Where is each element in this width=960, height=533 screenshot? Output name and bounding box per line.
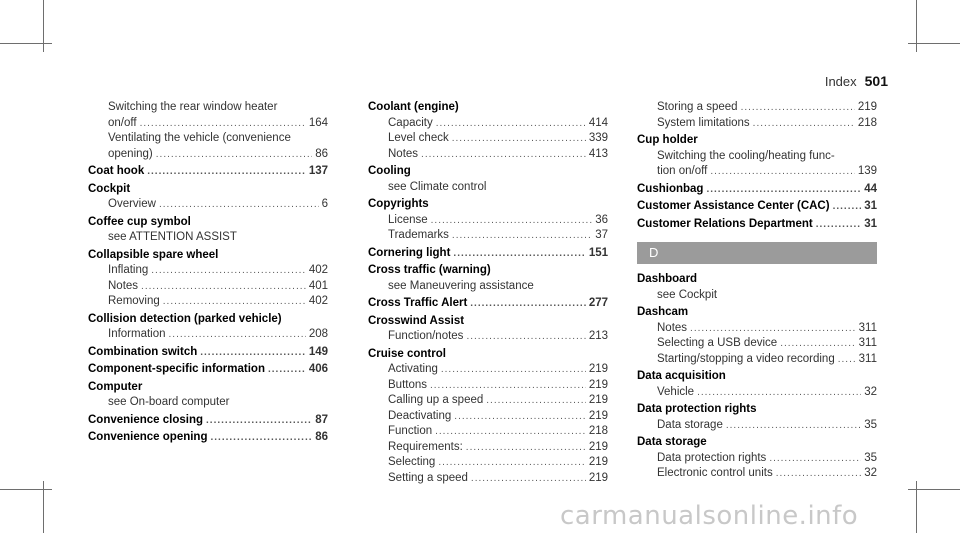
entry-subitem-text: Selecting xyxy=(388,456,436,468)
watermark: carmanualsonline.info xyxy=(560,501,859,531)
entry-subitem[interactable] xyxy=(368,131,608,147)
entry-subitem-text: Electronic control units xyxy=(657,467,773,479)
entry-subitem: see ATTENTION ASSIST xyxy=(108,231,237,243)
page-ref: 86 xyxy=(315,431,328,443)
entry-subitem[interactable] xyxy=(368,329,608,345)
index-entry xyxy=(637,369,877,400)
entry-heading[interactable] xyxy=(368,296,608,312)
leader-dots xyxy=(470,296,586,312)
index-entry xyxy=(368,164,608,195)
entry-subitem[interactable] xyxy=(637,336,877,352)
page-ref: 37 xyxy=(595,229,608,241)
leader-dots xyxy=(816,217,861,233)
index-entry xyxy=(637,305,877,367)
entry-subitem-text: Buttons xyxy=(388,378,427,391)
index-entry xyxy=(637,217,877,233)
leader-dots xyxy=(466,440,586,456)
leader-dots xyxy=(151,263,306,279)
page-ref: 413 xyxy=(588,147,608,160)
entry-heading: Cooling xyxy=(368,165,411,177)
entry-subitem-text: Level check xyxy=(388,132,449,144)
page-ref: 151 xyxy=(588,246,608,259)
entry-subitem-text: Data protection rights xyxy=(657,451,767,464)
page-ref: 401 xyxy=(308,279,328,292)
entry-subitem-text: Activating xyxy=(388,363,438,375)
entry-subitem[interactable] xyxy=(637,116,877,132)
page-ref: 219 xyxy=(588,471,608,484)
index-entry xyxy=(637,133,877,180)
index-entry xyxy=(88,380,328,411)
page-ref: 311 xyxy=(858,321,877,334)
page-header xyxy=(825,73,888,89)
index-entry xyxy=(88,430,328,446)
leader-dots xyxy=(159,197,319,213)
page-ref: 31 xyxy=(864,200,877,212)
entry-subitem-text: Deactivating xyxy=(388,409,452,422)
entry-subitem-text: License xyxy=(388,213,428,226)
leader-dots xyxy=(268,362,306,378)
page-ref: 164 xyxy=(308,116,328,129)
entry-subitem[interactable] xyxy=(637,100,877,116)
leader-dots xyxy=(741,100,855,116)
entry-heading: Cup holder xyxy=(637,134,698,146)
entry-subitem[interactable] xyxy=(368,440,608,456)
entry-heading: Computer xyxy=(88,380,143,393)
page-ref: 139 xyxy=(857,165,877,177)
leader-dots xyxy=(690,321,856,337)
entry-heading: Crosswind Assist xyxy=(368,314,465,327)
page-ref: 402 xyxy=(308,295,328,307)
entry-subitem[interactable] xyxy=(368,409,608,425)
entry-subitem[interactable] xyxy=(637,451,877,467)
section-title: Index xyxy=(824,74,857,89)
entry-subitem[interactable] xyxy=(368,393,608,409)
entry-subitem[interactable] xyxy=(88,294,328,310)
entry-heading: Data protection rights xyxy=(637,403,757,415)
leader-dots xyxy=(147,164,306,180)
leader-dots xyxy=(452,228,592,244)
leader-dots xyxy=(454,409,586,425)
index-entry xyxy=(88,362,328,378)
entry-subitem[interactable] xyxy=(368,228,608,244)
page-ref: 32 xyxy=(864,385,877,398)
entry-subitem[interactable] xyxy=(368,424,608,440)
page-ref: 32 xyxy=(864,467,877,479)
page-number: 501 xyxy=(864,73,888,89)
leader-dots xyxy=(706,182,861,198)
entry-subitem[interactable] xyxy=(368,471,608,487)
page-ref: 402 xyxy=(308,264,328,276)
entry-subitem: see Cockpit xyxy=(657,288,718,301)
entry-subitem-text: System limitations xyxy=(657,116,750,129)
page-ref: 406 xyxy=(308,363,328,375)
page-ref: 213 xyxy=(588,330,608,342)
entry-subitem[interactable] xyxy=(88,197,328,213)
leader-dots xyxy=(780,336,855,352)
entry-heading: Cross traffic (warning) xyxy=(368,264,491,276)
index-entry xyxy=(637,182,877,198)
entry-subitem-text: Selecting a USB device xyxy=(657,337,778,349)
leader-dots xyxy=(466,329,585,345)
page-ref: 31 xyxy=(864,217,877,230)
entry-subitem: Ventilating the vehicle (convenience xyxy=(108,132,291,144)
entry-heading-text: Customer Relations Department xyxy=(637,217,813,230)
index-column-3 xyxy=(637,100,877,484)
index-entry xyxy=(88,312,328,343)
leader-dots xyxy=(421,147,586,163)
leader-dots xyxy=(438,455,586,471)
entry-subitem-text: Function xyxy=(388,425,433,437)
leader-dots xyxy=(486,393,586,409)
leader-dots xyxy=(726,418,861,434)
leader-dots xyxy=(833,199,862,215)
entry-heading: Data acquisition xyxy=(637,370,726,382)
index-entry xyxy=(88,413,328,429)
entry-subitem[interactable] xyxy=(368,455,608,471)
leader-dots xyxy=(452,131,586,147)
entry-subitem[interactable] xyxy=(88,147,328,163)
entry-subitem-text: opening) xyxy=(108,147,153,160)
page-ref: 87 xyxy=(315,413,328,426)
page-ref: 414 xyxy=(588,116,608,129)
entry-heading: Collapsible spare wheel xyxy=(88,248,219,261)
entry-subitem-text: Notes xyxy=(388,147,419,160)
entry-subitem-text: Overview xyxy=(108,198,156,210)
page-ref: 44 xyxy=(864,182,877,195)
entry-heading: Collision detection (parked vehicle) xyxy=(88,312,282,325)
entry-subitem-text: Capacity xyxy=(388,116,433,129)
leader-dots xyxy=(169,327,306,343)
entry-heading: Coolant (engine) xyxy=(368,101,459,113)
page-ref: 219 xyxy=(588,440,608,453)
entry-subitem-text: Setting a speed xyxy=(388,471,468,484)
page-ref: 6 xyxy=(321,198,328,210)
entry-subitem-text: Calling up a speed xyxy=(388,394,484,406)
page-ref: 277 xyxy=(588,297,608,309)
entry-heading-text: Cross Traffic Alert xyxy=(368,297,468,309)
index-entry xyxy=(88,100,328,162)
index-entry xyxy=(368,263,608,294)
index-entry xyxy=(88,182,328,213)
entry-subitem-text: Function/notes xyxy=(388,330,464,342)
index-entry xyxy=(637,272,877,303)
index-column-1 xyxy=(88,100,328,448)
index-entry xyxy=(88,248,328,310)
leader-dots xyxy=(776,466,862,482)
crop-mark xyxy=(0,43,52,44)
crop-mark xyxy=(43,481,44,533)
entry-subitem[interactable] xyxy=(368,362,608,378)
entry-heading: Data storage xyxy=(637,436,707,448)
entry-subitem[interactable] xyxy=(88,279,328,295)
leader-dots xyxy=(441,362,586,378)
index-entry xyxy=(637,100,877,131)
page-ref: 219 xyxy=(588,394,608,406)
leader-dots xyxy=(436,116,586,132)
leader-dots xyxy=(697,385,861,401)
leader-dots xyxy=(769,451,861,467)
entry-heading-text: Customer Assistance Center (CAC) xyxy=(637,200,830,212)
index-entry xyxy=(368,347,608,487)
page-ref: 219 xyxy=(588,378,608,391)
page-ref: 218 xyxy=(857,116,877,129)
entry-subitem-text: Removing xyxy=(108,295,160,307)
entry-heading[interactable] xyxy=(88,430,328,446)
index-entry xyxy=(368,296,608,312)
entry-heading: Dashcam xyxy=(637,306,689,318)
entry-heading[interactable] xyxy=(368,246,608,262)
page-ref: 208 xyxy=(308,328,328,340)
entry-subitem-text: on/off xyxy=(108,116,137,129)
entry-subitem[interactable] xyxy=(368,378,608,394)
entry-subitem-text: Data storage xyxy=(657,418,723,431)
leader-dots xyxy=(163,294,306,310)
page-ref: 35 xyxy=(864,451,877,464)
page-ref: 137 xyxy=(308,165,328,177)
entry-heading-text: Component-specific information xyxy=(88,363,265,375)
crop-mark xyxy=(43,0,44,52)
entry-subitem-text: Vehicle xyxy=(657,385,695,398)
index-entry xyxy=(637,402,877,433)
leader-dots xyxy=(435,424,586,440)
page-ref: 36 xyxy=(595,213,608,226)
page-ref: 149 xyxy=(308,345,328,358)
entry-subitem-text: Information xyxy=(108,328,166,340)
leader-dots xyxy=(471,471,586,487)
entry-heading: Dashboard xyxy=(637,273,698,285)
page-ref: 86 xyxy=(315,147,328,160)
entry-subitem[interactable] xyxy=(88,263,328,279)
entry-subitem: see On-board computer xyxy=(108,396,230,408)
entry-subitem[interactable] xyxy=(637,352,877,368)
entry-subitem-text: Notes xyxy=(108,279,139,292)
entry-heading-text: Coat hook xyxy=(88,165,145,177)
leader-dots xyxy=(753,116,855,132)
page-ref: 311 xyxy=(858,337,877,349)
crop-mark xyxy=(916,481,917,533)
leader-dots xyxy=(453,246,585,262)
page-ref: 35 xyxy=(864,418,877,431)
entry-subitem[interactable] xyxy=(368,116,608,132)
entry-subitem-text: Storing a speed xyxy=(657,101,738,113)
entry-subitem[interactable] xyxy=(637,321,877,337)
entry-heading[interactable] xyxy=(88,164,328,180)
leader-dots xyxy=(140,116,306,132)
index-entry xyxy=(368,314,608,345)
leader-dots xyxy=(206,413,312,429)
page-ref: 219 xyxy=(588,363,608,375)
entry-subitem-text: Inflating xyxy=(108,264,149,276)
page-ref: 219 xyxy=(857,101,877,113)
index-entry xyxy=(637,435,877,482)
page-ref: 218 xyxy=(588,425,608,437)
crop-mark xyxy=(916,0,917,52)
page-ref: 219 xyxy=(588,409,608,422)
entry-heading: Cockpit xyxy=(88,182,131,195)
index-entry xyxy=(368,197,608,244)
entry-subitem[interactable] xyxy=(637,466,877,482)
index-entry xyxy=(88,215,328,246)
entry-heading: Cruise control xyxy=(368,347,446,360)
leader-dots xyxy=(141,279,306,295)
entry-subitem-text: Starting/stopping a video recording xyxy=(657,352,835,365)
entry-heading[interactable] xyxy=(88,345,328,361)
leader-dots xyxy=(710,164,855,180)
leader-dots xyxy=(211,430,313,446)
leader-dots xyxy=(838,352,856,368)
entry-heading: Copyrights xyxy=(368,198,429,210)
entry-subitem: see Maneuvering assistance xyxy=(388,279,534,292)
entry-heading[interactable] xyxy=(88,362,328,378)
leader-dots xyxy=(156,147,312,163)
index-entry xyxy=(368,246,608,262)
index-entry xyxy=(368,100,608,162)
entry-heading[interactable] xyxy=(637,217,877,233)
page-ref: 311 xyxy=(858,352,877,365)
index-entry xyxy=(88,164,328,180)
entry-subitem: see Climate control xyxy=(388,180,487,193)
leader-dots xyxy=(430,378,586,394)
entry-subitem-text: tion on/off xyxy=(657,165,708,177)
leader-dots xyxy=(431,213,593,229)
entry-subitem-text: Requirements: xyxy=(388,440,463,453)
index-entry xyxy=(637,199,877,215)
entry-heading-text: Cushionbag xyxy=(637,182,704,195)
entry-subitem[interactable] xyxy=(637,385,877,401)
entry-subitem[interactable] xyxy=(637,418,877,434)
entry-subitem[interactable] xyxy=(368,213,608,229)
entry-heading[interactable] xyxy=(637,182,877,198)
entry-subitem: Switching the cooling/heating func- xyxy=(657,149,835,162)
entry-subitem[interactable] xyxy=(88,327,328,343)
entry-subitem[interactable] xyxy=(637,164,877,180)
entry-heading-text: Convenience opening xyxy=(88,431,208,443)
entry-subitem-text: Notes xyxy=(657,321,688,334)
letter-heading: D xyxy=(637,242,877,264)
crop-mark xyxy=(0,489,52,490)
page-ref: 339 xyxy=(588,132,608,144)
entry-heading: Coffee cup symbol xyxy=(88,215,191,228)
entry-heading-text: Convenience closing xyxy=(88,413,204,426)
index-entry xyxy=(88,345,328,361)
entry-subitem-text: Trademarks xyxy=(388,229,449,241)
entry-heading-text: Cornering light xyxy=(368,246,451,259)
index-column-2 xyxy=(368,100,608,488)
leader-dots xyxy=(200,345,306,361)
entry-subitem[interactable] xyxy=(368,147,608,163)
entry-heading-text: Combination switch xyxy=(88,345,198,358)
entry-heading[interactable] xyxy=(88,413,328,429)
entry-subitem: Switching the rear window heater xyxy=(108,101,278,113)
entry-subitem[interactable] xyxy=(88,116,328,132)
entry-heading[interactable] xyxy=(637,199,877,215)
page-ref: 219 xyxy=(588,456,608,468)
